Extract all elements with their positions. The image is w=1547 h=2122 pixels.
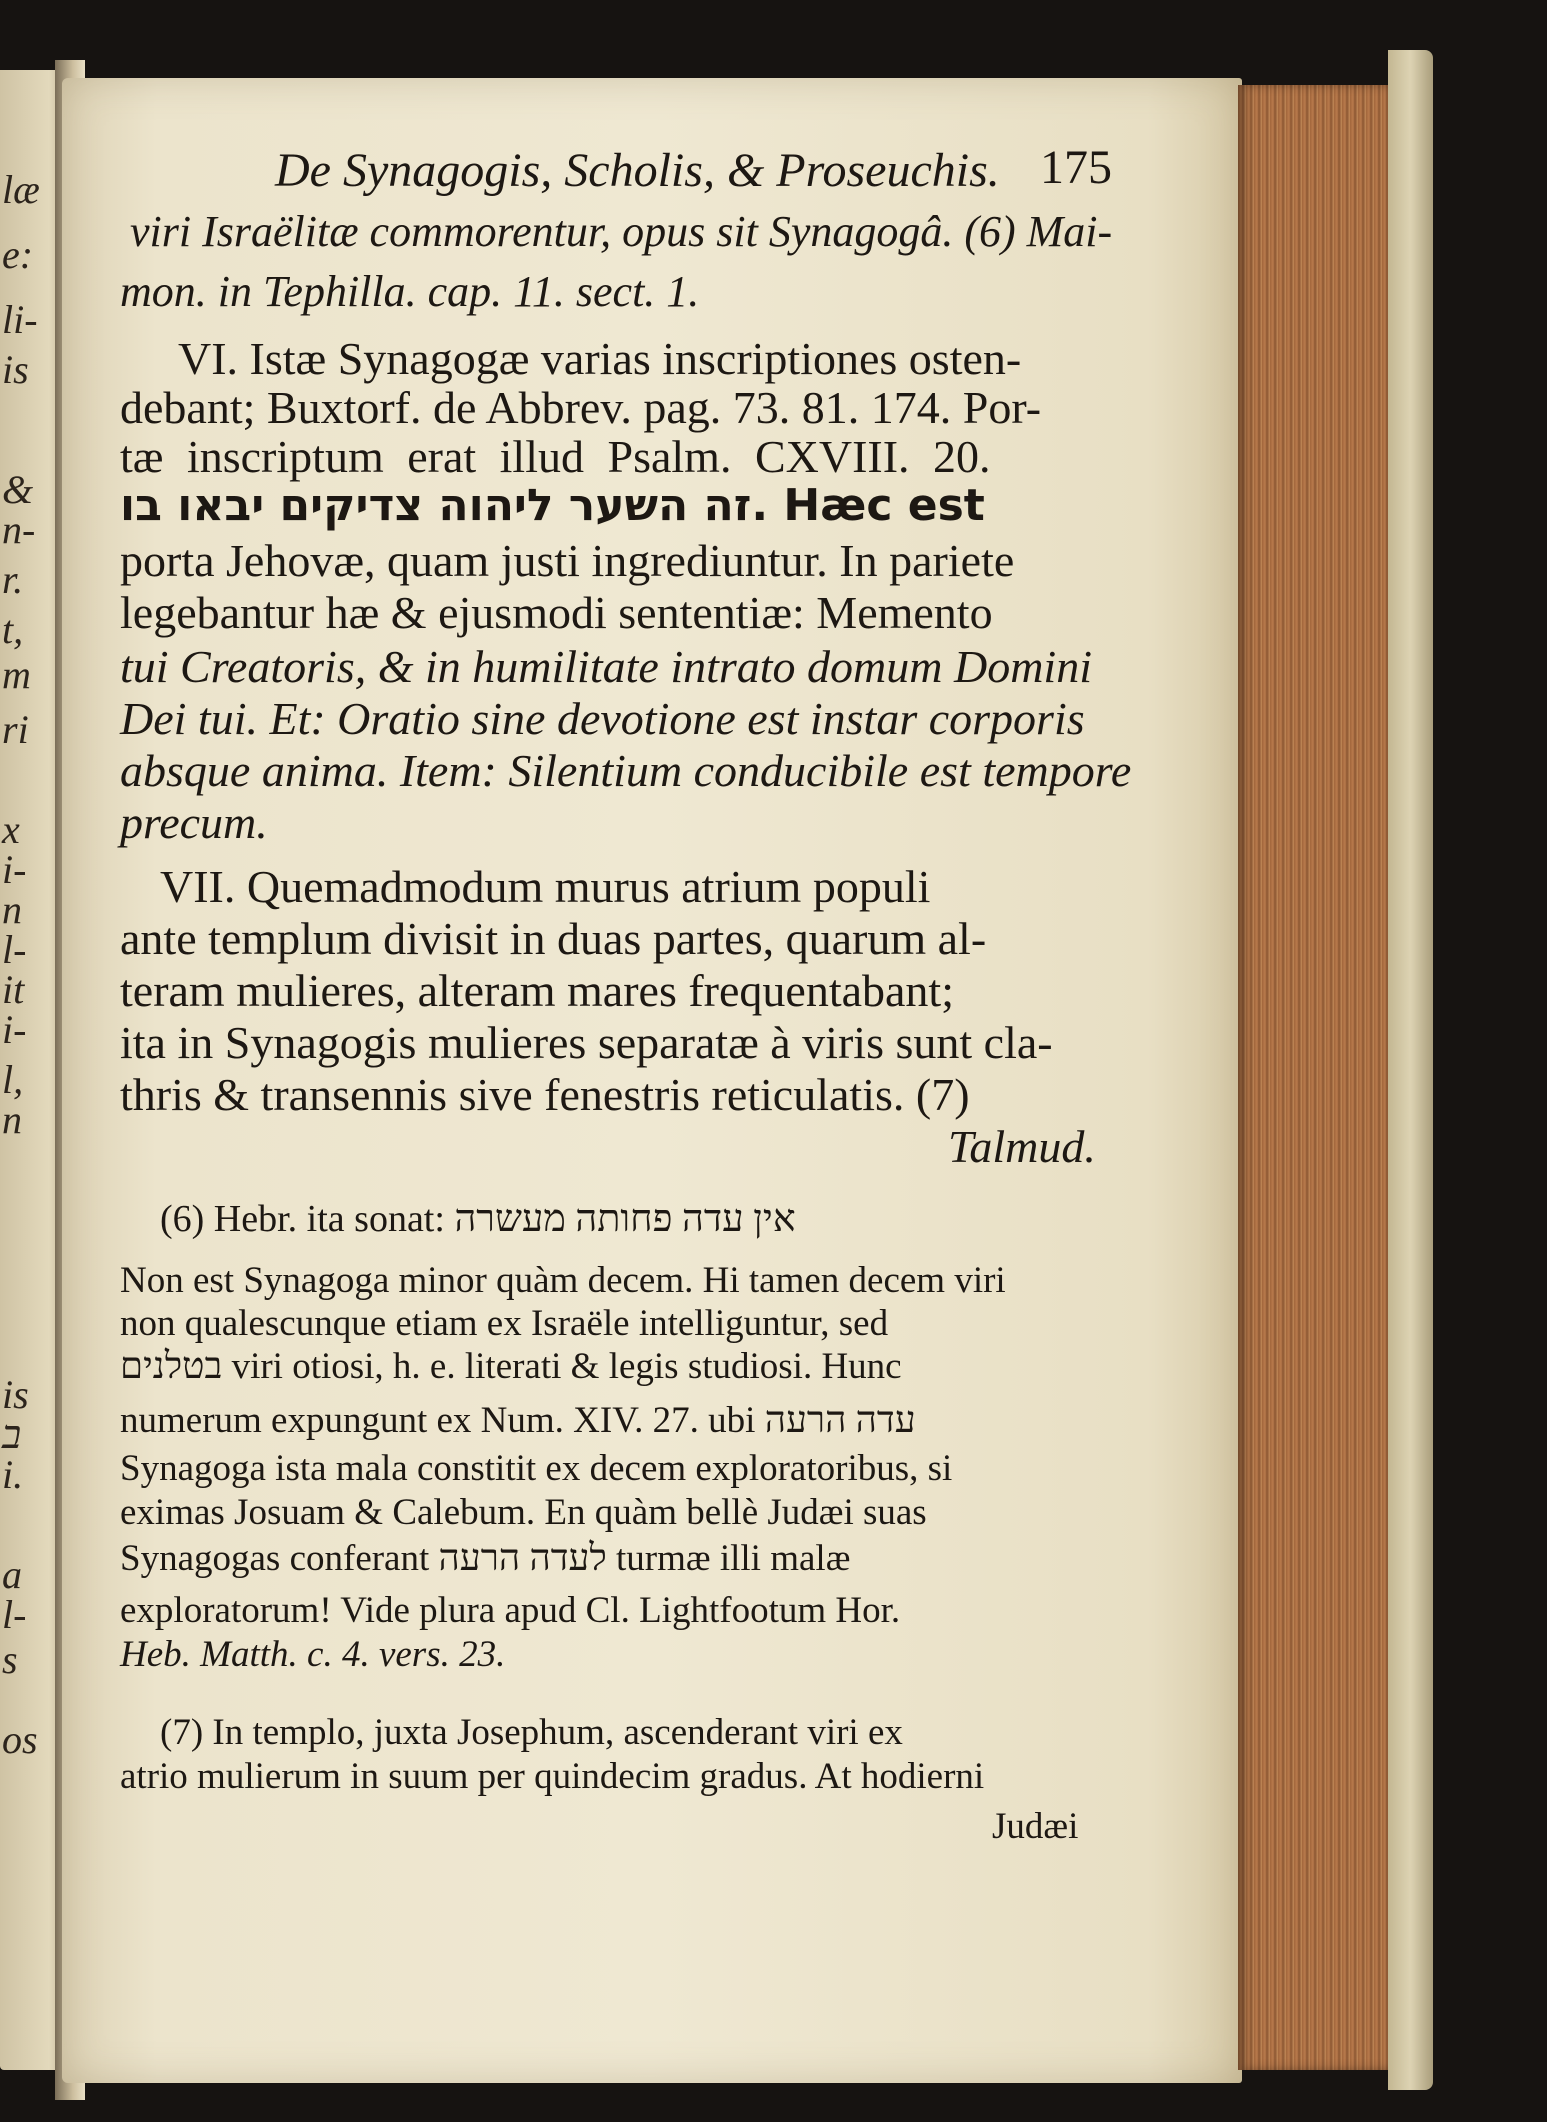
body-line-7: porta Jehovæ, quam justi ingrediuntur. In pariete: [120, 535, 1015, 586]
left-margin-fragment: is: [2, 1372, 29, 1417]
left-margin-fragment: os: [2, 1717, 38, 1762]
footnote-line-3: non qualescunque etiam ex Israële intelliguntur, sed: [120, 1303, 889, 1344]
body-line-10: Dei tui. Et: Oratio sine devotione est instar corporis: [120, 693, 1085, 744]
left-margin-fragment: t,: [2, 607, 24, 652]
footnote-line-5: numerum expungunt ex Num. XIV. 27. ubi עדה הרעה: [120, 1400, 916, 1441]
left-margin-fragment: l-: [2, 927, 27, 972]
body-line-6-hebrew: זה השער ליהוה צדיקים יבאו בו. Hæc est: [120, 480, 985, 531]
left-margin-fragment: x: [2, 807, 20, 852]
left-margin-fragment: l-: [2, 1592, 27, 1637]
left-margin-fragment: e:: [2, 232, 34, 277]
running-head: De Synagogis, Scholis, & Proseuchis.: [275, 144, 1000, 197]
footnote-line-12: atrio mulierum in suum per quindecim gradus. At hodierni: [120, 1756, 985, 1797]
left-margin-fragment: læ: [2, 167, 40, 212]
body-line-14: ante templum divisit in duas partes, quarum al-: [120, 913, 987, 964]
left-margin-fragment: r.: [2, 557, 24, 602]
left-margin-fragment: ב: [2, 1412, 22, 1457]
footnote-line-4: בטלנים viri otiosi, h. e. literati & legis studiosi. Hunc: [120, 1346, 902, 1387]
body-line-3: VI. Istæ Synagogæ varias inscriptiones osten-: [178, 333, 1022, 384]
left-margin-fragment: it: [2, 967, 25, 1012]
left-margin-fragment: n-: [2, 507, 36, 552]
left-margin-fragment: i-: [2, 1007, 27, 1052]
body-line-4: debant; Buxtorf. de Abbrev. pag. 73. 81. 174. Por-: [120, 382, 1042, 433]
footnote-line-7: eximas Josuam & Calebum. En quàm bellè Judæi suas: [120, 1492, 927, 1533]
body-line-17: thris & transennis sive fenestris reticulatis. (7): [120, 1069, 970, 1120]
body-line-18: Talmud.: [948, 1121, 1096, 1172]
left-margin-fragment: &: [2, 467, 34, 512]
footnote-line-8: Synagogas conferant לעדה הרעה turmæ illi malæ: [120, 1538, 851, 1579]
left-margin-fragment: li-: [2, 297, 38, 342]
footnote-line-2: Non est Synagoga minor quàm decem. Hi tamen decem viri: [120, 1260, 1006, 1301]
left-margin-fragment: a: [2, 1552, 22, 1597]
body-line-13: VII. Quemadmodum murus atrium populi: [160, 861, 931, 912]
body-line-15: teram mulieres, alteram mares frequentabant;: [120, 965, 954, 1016]
body-line-11: absque anima. Item: Silentium conducibile est tempore: [120, 745, 1132, 796]
left-margin-fragment: is: [2, 347, 29, 392]
left-margin-fragment: ri: [2, 707, 29, 752]
body-line-16: ita in Synagogis mulieres separatæ à viris sunt cla-: [120, 1017, 1053, 1068]
left-margin-fragment: m: [2, 652, 31, 697]
body-line-8: legebantur hæ & ejusmodi sententiæ: Memento: [120, 587, 993, 638]
body-line-9: tui Creatoris, & in humilitate intrato domum Domini: [120, 641, 1092, 692]
left-margin-fragment: i-: [2, 847, 27, 892]
left-margin-fragment: l,: [2, 1057, 24, 1102]
book-cover: [1388, 50, 1433, 2090]
body-line-2: mon. in Tephilla. cap. 11. sect. 1.: [120, 267, 700, 316]
footnote-line-11: (7) In templo, juxta Josephum, ascenderant viri ex: [160, 1712, 903, 1753]
left-margin-fragment: i.: [2, 1452, 24, 1497]
left-margin-fragment: n: [2, 887, 22, 932]
page-edges: [1238, 85, 1388, 2070]
footnote-line-1: (6) Hebr. ita sonat: אין עדה פחותה מעשרה: [160, 1198, 796, 1240]
footnote-line-6: Synagoga ista mala constitit ex decem exploratoribus, si: [120, 1448, 953, 1489]
body-line-1: viri Israëlitæ commorentur, opus sit Synagogâ. (6) Mai-: [130, 207, 1113, 256]
page-number: 175: [1040, 141, 1112, 194]
left-margin-fragment: s: [2, 1637, 18, 1682]
body-line-12: precum.: [120, 797, 268, 848]
body-line-5: tæ inscriptum erat illud Psalm. CXVIII. 20.: [120, 431, 991, 482]
left-margin-fragment: n: [2, 1097, 22, 1142]
footnote-line-10: Heb. Matth. c. 4. vers. 23.: [120, 1634, 506, 1675]
footnote-line-13: Judæi: [992, 1806, 1079, 1847]
footnote-line-9: exploratorum! Vide plura apud Cl. Lightfootum Hor.: [120, 1590, 901, 1631]
